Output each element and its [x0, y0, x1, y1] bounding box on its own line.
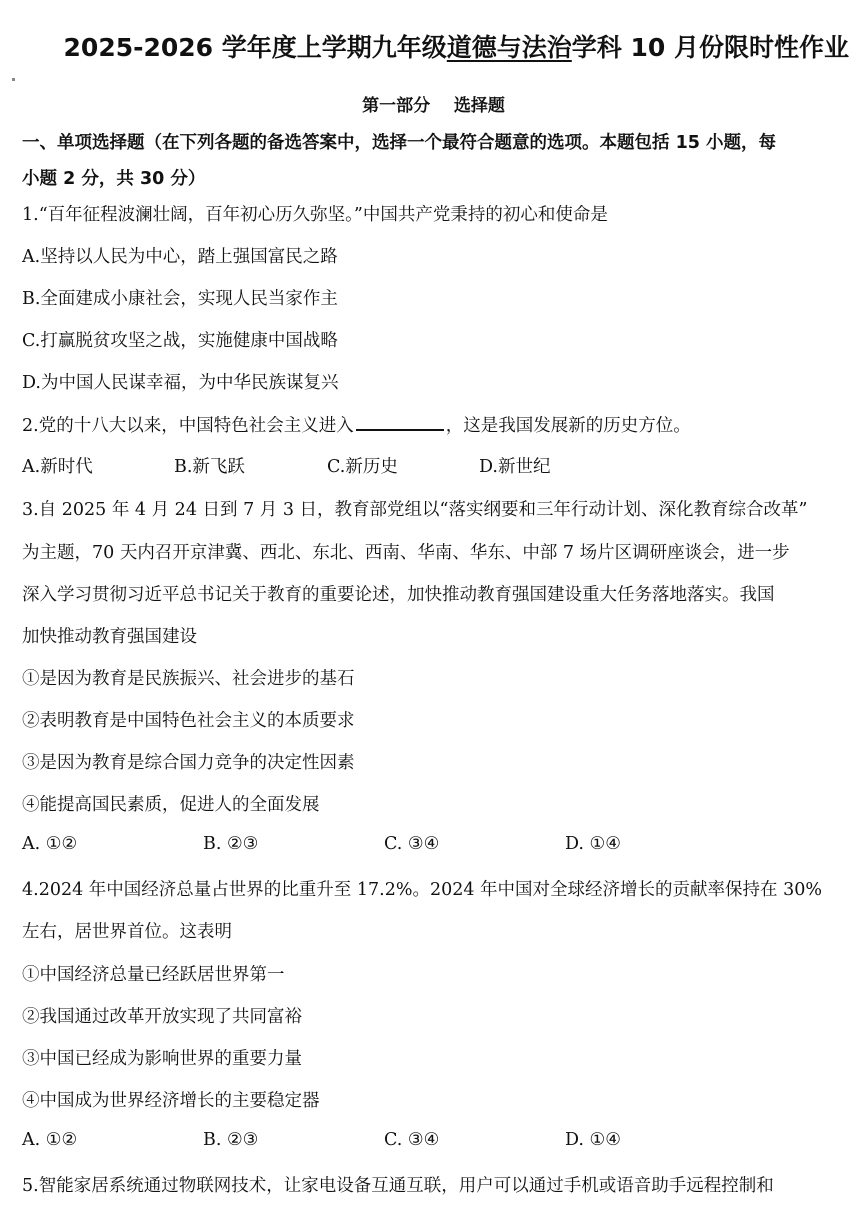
q4-statement-2: ②我国通过改革开放实现了共同富裕 [22, 1007, 302, 1027]
q3-option-b: B. ②③ [203, 834, 259, 854]
q1-option-c: C.打赢脱贫攻坚之战，实施健康中国战略 [22, 331, 338, 351]
q1-option-a: A.坚持以人民为中心，踏上强国富民之路 [22, 247, 338, 267]
q3-stem-line4: 加快推动教育强国建设 [22, 627, 197, 647]
q4-option-d: D. ①④ [565, 1130, 621, 1150]
q2-option-c: C.新历史 [327, 457, 398, 477]
q4-option-b: B. ②③ [203, 1130, 259, 1150]
section-heading-line1: 一、单项选择题（在下列各题的备选答案中，选择一个最符合题意的选项。本题包括 15 小题，每 [22, 133, 777, 153]
q3-statement-4: ④能提高国民素质，促进人的全面发展 [22, 795, 320, 815]
q3-statement-1: ①是因为教育是民族振兴、社会进步的基石 [22, 669, 355, 689]
q3-statement-2: ②表明教育是中国特色社会主义的本质要求 [22, 711, 355, 731]
title-part1: 2025-2026 学年度上学期九年级 [63, 33, 447, 62]
title-subject: 道德与法治 [446, 33, 572, 62]
q3-stem-line1: 3.自 2025 年 4 月 24 日到 7 月 3 日，教育部党组以“落实纲要和三年行动计划、深化教育综合改革” [22, 500, 808, 520]
section-heading-line2: 小题 2 分，共 30 分） [22, 169, 206, 189]
q2-stem [22, 411, 691, 437]
q3-option-c: C. ③④ [384, 834, 440, 854]
q2-stem-after: ，这是我国发展新的历史方位。 [445, 416, 691, 436]
q3-option-d: D. ①④ [565, 834, 621, 854]
q1-option-d: D.为中国人民谋幸福，为中华民族谋复兴 [22, 373, 339, 393]
scan-speck [12, 78, 15, 81]
q2-stem-before: 2.党的十八大以来，中国特色社会主义进入 [22, 416, 354, 436]
title-part2: 学科 10 月份限时性作业 [571, 33, 849, 62]
q3-option-a: A. ①② [22, 834, 78, 854]
q5-stem-line1: 5.智能家居系统通过物联网技术，让家电设备互通互联，用户可以通过手机或语音助手远程控制和 [22, 1176, 774, 1196]
q2-blank [356, 411, 444, 431]
q4-statement-3: ③中国已经成为影响世界的重要力量 [22, 1049, 302, 1069]
q1-stem: 1.“百年征程波澜壮阔，百年初心历久弥坚。”中国共产党秉持的初心和使命是 [22, 205, 608, 225]
part-heading: 第一部分 选择题 [362, 96, 505, 116]
q2-option-b: B.新飞跃 [174, 457, 245, 477]
q3-stem-line3: 深入学习贯彻习近平总书记关于教育的重要论述，加快推动教育强国建设重大任务落地落实。我国 [22, 585, 775, 605]
q1-option-b: B.全面建成小康社会，实现人民当家作主 [22, 289, 338, 309]
q4-option-c: C. ③④ [384, 1130, 440, 1150]
q4-stem-line1: 4.2024 年中国经济总量占世界的比重升至 17.2%。2024 年中国对全球经济增长的贡献率保持在 30% [22, 880, 823, 900]
q4-statement-1: ①中国经济总量已经跃居世界第一 [22, 965, 285, 985]
q4-stem-line2: 左右，居世界首位。这表明 [22, 922, 232, 942]
q3-statement-3: ③是因为教育是综合国力竞争的决定性因素 [22, 753, 355, 773]
q4-option-a: A. ①② [22, 1130, 78, 1150]
q3-stem-line2: 为主题，70 天内召开京津冀、西北、东北、西南、华南、华东、中部 7 场片区调研座谈会，进一步 [22, 543, 790, 563]
exam-title [0, 28, 849, 64]
q2-option-a: A.新时代 [22, 457, 93, 477]
q4-statement-4: ④中国成为世界经济增长的主要稳定器 [22, 1091, 320, 1111]
q2-option-d: D.新世纪 [479, 457, 551, 477]
